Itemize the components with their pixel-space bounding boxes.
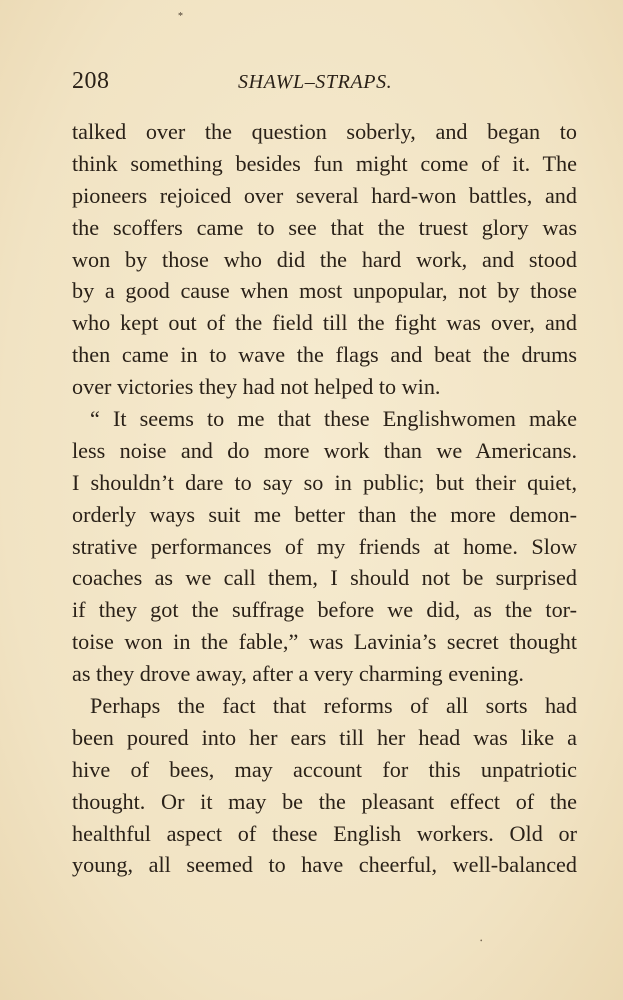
text-line: won by those who did the hard work, and stood [72,246,577,272]
text-line: thought. Or it may be the pleasant effect of the [72,788,577,814]
text-line: the scoffers came to see that the truest glory was [72,214,577,240]
text-line: orderly ways suit me better than the more demon- [72,501,577,527]
text-line: then came in to wave the flags and beat the drums [72,342,577,368]
text-line: think something besides fun might come of it. The [72,150,577,176]
body-text [72,116,577,881]
text-line: who kept out of the field till the fight was over, and [72,310,577,336]
text-line: hive of bees, may account for this unpatriotic [72,756,577,782]
running-head [72,68,577,100]
text-line: if they got the suffrage before we did, as the tor- [72,597,577,623]
printer-mark-bottom: • [480,937,483,945]
paragraph-start-line: “ It seems to me that these Englishwomen make [90,406,577,432]
text-line: I shouldn’t dare to say so in public; but their quiet, [72,469,577,495]
text-line: healthful aspect of these English workers. Old or [72,820,577,846]
text-line: been poured into her ears till her head was like a [72,724,577,750]
text-line: young, all seemed to have cheerful, well-balanced [72,852,577,878]
text-line: by a good cause when most unpopular, not by those [72,278,577,304]
text-line: strative performances of my friends at home. Slow [72,533,577,559]
printer-mark-top: * [178,11,183,22]
text-line: toise won in the fable,” was Lavinia’s secret thought [72,629,577,655]
running-title: SHAWL–STRAPS. [238,71,393,93]
page-number: 208 [72,68,110,94]
text-line: talked over the question soberly, and began to [72,119,577,144]
text-line: pioneers rejoiced over several hard-won battles, and [72,182,577,208]
paragraph-end-line: over victories they had not helped to win. [72,374,441,400]
text-line: coaches as we call them, I should not be surprised [72,565,577,591]
text-line: less noise and do more work than we Americans. [72,437,577,463]
paragraph-start-line: Perhaps the fact that reforms of all sorts had [90,693,577,719]
paragraph-end-line: as they drove away, after a very charming evening. [72,661,524,687]
